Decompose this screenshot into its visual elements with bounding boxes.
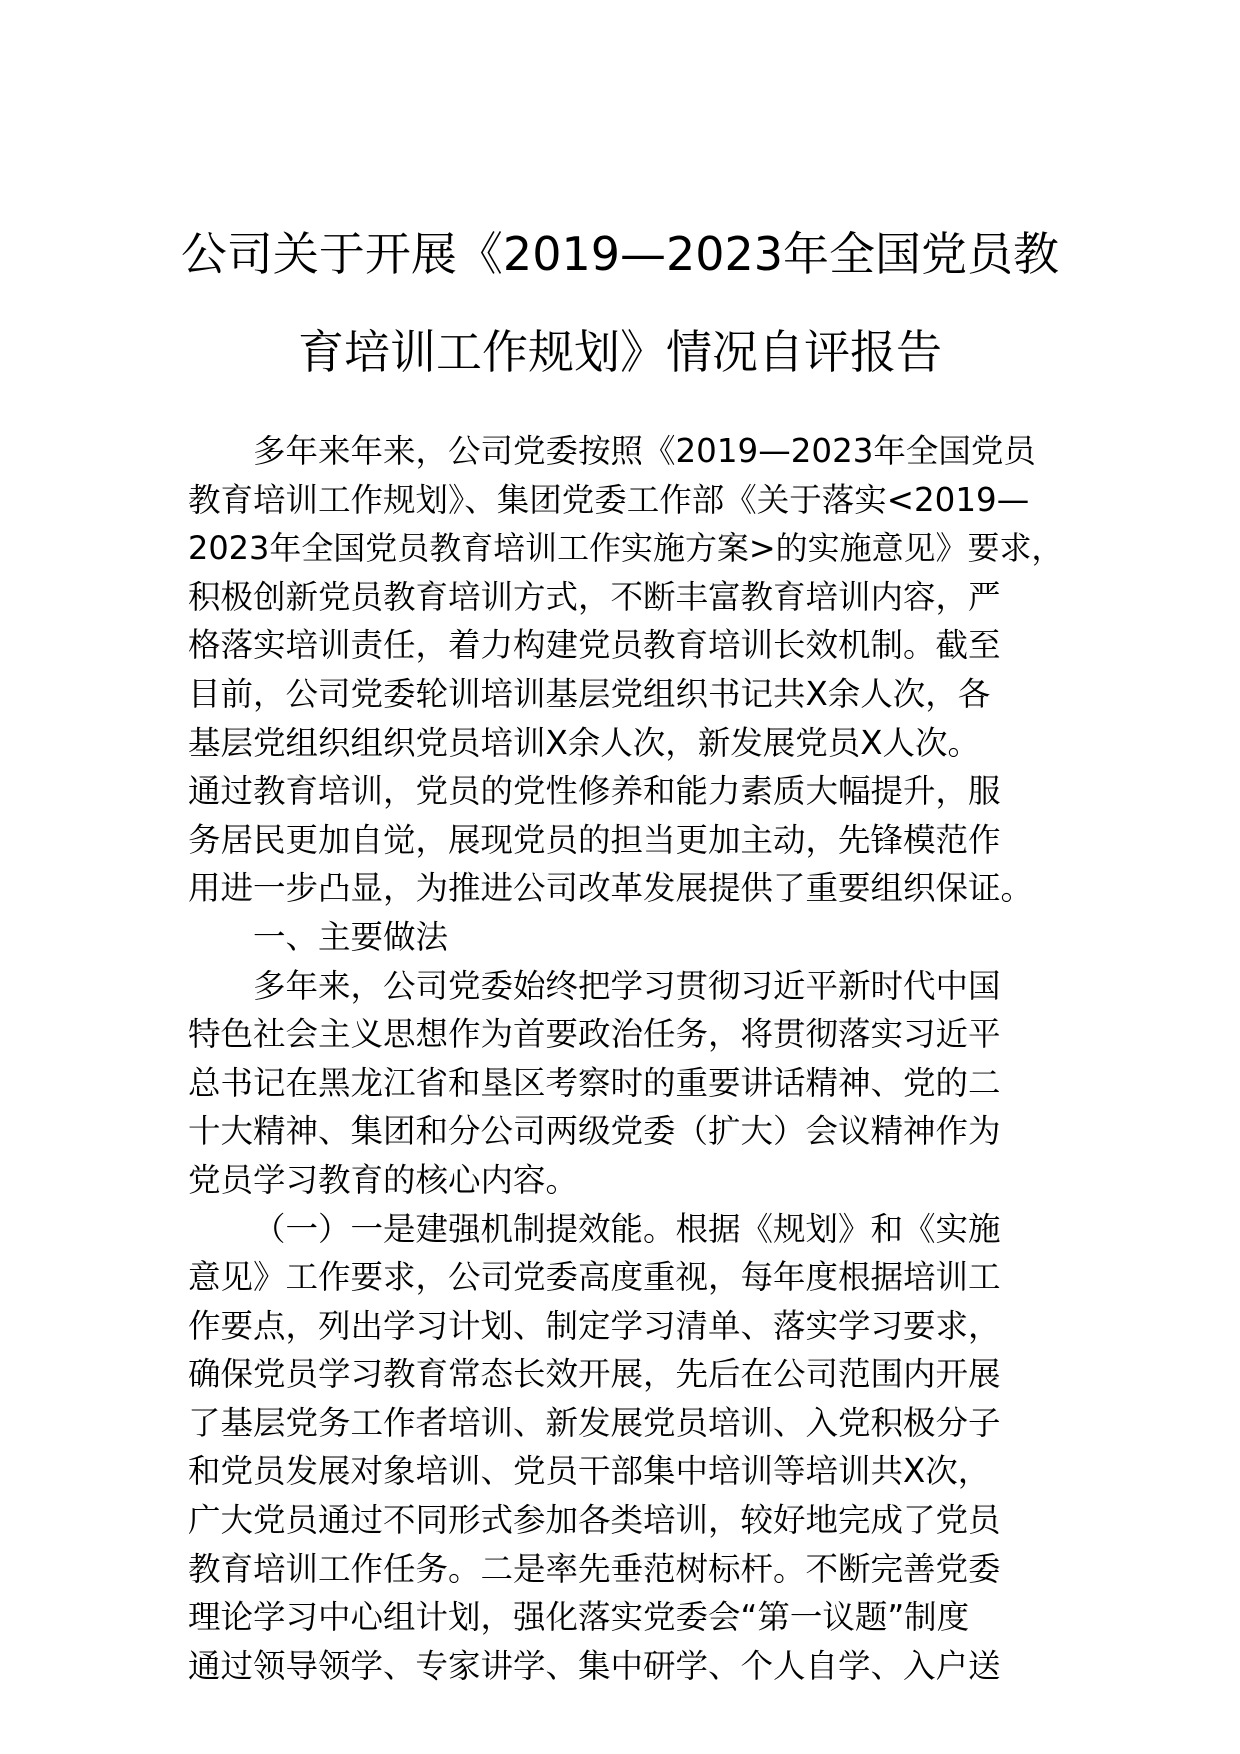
text-line: 确保党员学习教育常态长效开展，先后在公司范围内开展 [188,1355,1001,1394]
document-title [150,205,1090,401]
text-line: 广大党员通过不同形式参加各类培训，较好地完成了党员 [188,1501,1001,1540]
text-line: 多年来年来，公司党委按照《2019—2023年全国党员 [253,432,1036,470]
text-line: 十大精神、集团和分公司两级党委（扩大）会议精神作为 [188,1112,1001,1151]
text-line: 了基层党务工作者培训、新发展党员培训、入党积极分子 [188,1403,1001,1442]
title-line: 公司关于开展《2019—2023年全国党员教 [180,227,1060,281]
text-line: 意见》工作要求，公司党委高度重视，每年度根据培训工 [188,1258,1001,1297]
paragraph-section1 [188,962,1068,1205]
text-line: 用进一步凸显，为推进公司改革发展提供了重要组织保证。 [188,869,1034,908]
title-line: 育培训工作规划》情况自评报告 [298,325,942,379]
text-line: 多年来，公司党委始终把学习贯彻习近平新时代中国 [253,966,1001,1005]
text-line: 格落实培训责任，着力构建党员教育培训长效机制。截至 [188,626,1001,665]
text-line: 总书记在黑龙江省和垦区考察时的重要讲话精神、党的二 [188,1063,1001,1102]
text-line: 通过教育培训，党员的党性修养和能力素质大幅提升，服 [188,772,1001,811]
document-body [188,427,1068,1690]
text-line: 理论学习中心组计划，强化落实党委会“第一议题”制度 [188,1598,970,1637]
text-line: 务居民更加自觉，展现党员的担当更加主动，先锋模范作 [188,820,1001,859]
text-line: 党员学习教育的核心内容。 [188,1160,579,1199]
text-line: 作要点，列出学习计划、制定学习清单、落实学习要求， [188,1306,1001,1345]
section-heading: 一、主要做法 [253,917,449,956]
text-line: 通过领导领学、专家讲学、集中研学、个人自学、入户送 [188,1646,1001,1685]
text-line: 基层党组织组织党员培训X余人次，新发展党员X人次。 [188,723,981,762]
paragraph-subsection1 [188,1205,1068,1691]
text-line: 教育培训工作任务。二是率先垂范树标杆。不断完善党委 [188,1549,1001,1588]
text-line: 目前，公司党委轮训培训基层党组织书记共X余人次，各 [188,674,991,713]
paragraph-intro [188,427,1068,913]
text-line: 积极创新党员教育培训方式，不断丰富教育培训内容，严 [188,577,1001,616]
text-line: 教育培训工作规划》、集团党委工作部《关于落实<2019— [188,480,1030,519]
text-line: 和党员发展对象培训、党员干部集中培训等培训共X次， [188,1452,991,1491]
text-line: （一）一是建强机制提效能。根据《规划》和《实施 [253,1209,1001,1248]
text-line: 特色社会主义思想作为首要政治任务，将贯彻落实习近平 [188,1015,1001,1054]
text-line: 2023年全国党员教育培训工作实施方案>的实施意见》要求， [188,529,1064,568]
